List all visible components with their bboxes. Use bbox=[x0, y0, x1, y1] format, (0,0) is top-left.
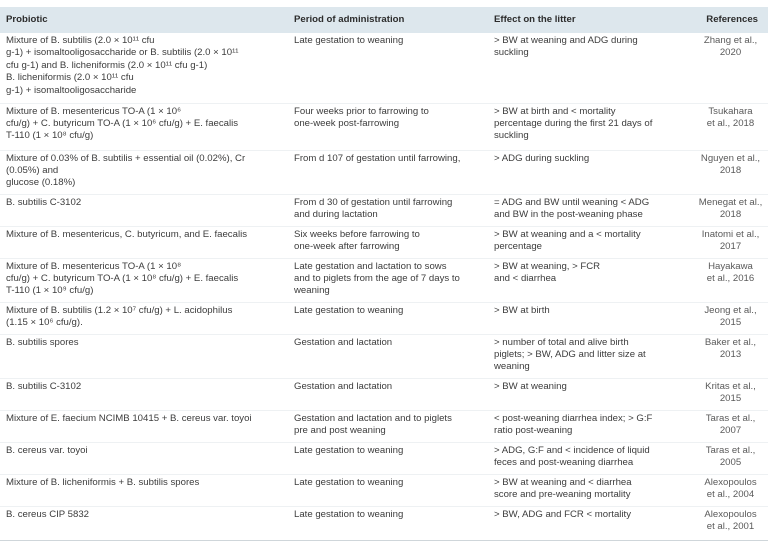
cell-probiotic: Mixture of B. mesentericus TO-A (1 × 10⁸ cfu/g) + C. butyricum TO-A (1 × 10⁸ cfu/g) + E. faecalis T-110 (1 × 10⁹ cfu/g) bbox=[6, 260, 239, 297]
cell-period: Late gestation to weaning bbox=[294, 304, 404, 316]
table-row bbox=[0, 506, 768, 540]
cell-probiotic: B. cereus var. toyoi bbox=[6, 444, 88, 456]
cell-reference: Menegat et al., 2018 bbox=[698, 196, 763, 220]
table-row bbox=[0, 150, 768, 194]
table-row bbox=[0, 258, 768, 302]
cell-probiotic: B. subtilis spores bbox=[6, 336, 79, 348]
cell-reference: Taras et al., 2007 bbox=[705, 412, 756, 436]
table-row bbox=[0, 378, 768, 410]
header-period: Period of administration bbox=[294, 13, 405, 25]
cell-effect: > BW at birth and < mortality percentage during the first 21 days of suckling bbox=[494, 105, 653, 142]
cell-effect: > BW at weaning and ADG during suckling bbox=[494, 35, 638, 59]
table-header bbox=[0, 7, 768, 33]
table-row bbox=[0, 334, 768, 378]
cell-period: Late gestation to weaning bbox=[294, 508, 404, 520]
cell-reference: Hayakawa et al., 2016 bbox=[706, 260, 755, 284]
header-effect: Effect on the litter bbox=[494, 13, 576, 25]
cell-reference: Taras et al., 2005 bbox=[705, 444, 756, 468]
table-row bbox=[0, 33, 768, 103]
cell-reference: Zhang et al., 2020 bbox=[703, 35, 758, 59]
cell-probiotic: Mixture of B. subtilis (2.0 × 10¹¹ cfu g-1) + isomaltooligosaccharide or B. subtilis (2.0 × 10¹¹ cfu g-1) and B. licheniformis (2.0 × 10¹¹ cfu g-1) B. licheniformis (2.0 × 10¹¹ cfu g-1) + isomaltooligosaccharide bbox=[6, 35, 239, 96]
cell-reference: Nguyen et al., 2018 bbox=[700, 152, 761, 176]
cell-effect: > BW at weaning and < diarrhea score and pre-weaning mortality bbox=[494, 476, 632, 500]
cell-reference: Alexopoulos et al., 2001 bbox=[704, 508, 757, 532]
table-row bbox=[0, 226, 768, 258]
header-row bbox=[0, 7, 768, 33]
header-references: References bbox=[706, 13, 758, 25]
cell-period: Gestation and lactation bbox=[294, 380, 393, 392]
cell-probiotic: Mixture of B. mesentericus TO-A (1 × 10⁶ cfu/g) + C. butyricum TO-A (1 × 10⁶ cfu/g) + E. faecalis T-110 (1 × 10⁸ cfu/g) bbox=[6, 105, 239, 142]
cell-probiotic: Mixture of B. licheniformis + B. subtilis spores bbox=[6, 476, 200, 488]
cell-effect: > ADG during suckling bbox=[494, 152, 590, 164]
table-row bbox=[0, 194, 768, 226]
cell-period: Gestation and lactation and to piglets pre and post weaning bbox=[294, 412, 452, 436]
cell-period: Late gestation to weaning bbox=[294, 35, 404, 46]
cell-effect: > ADG, G:F and < incidence of liquid feces and post-weaning diarrhea bbox=[494, 444, 650, 468]
table-row bbox=[0, 103, 768, 150]
cell-period: Late gestation to weaning bbox=[294, 444, 404, 456]
cell-reference: Kritas et al., 2015 bbox=[705, 380, 756, 404]
cell-probiotic: Mixture of B. mesentericus, C. butyricum, and E. faecalis bbox=[6, 228, 248, 240]
cell-effect: = ADG and BW until weaning < ADG and BW in the post-weaning phase bbox=[494, 196, 650, 220]
cell-reference: Tsukahara et al., 2018 bbox=[706, 105, 755, 129]
table-body bbox=[0, 33, 768, 540]
cell-reference: Alexopoulos et al., 2004 bbox=[704, 476, 757, 500]
cell-period: From d 30 of gestation until farrowing and during lactation bbox=[294, 196, 453, 220]
cell-effect: > BW at weaning and a < mortality percentage bbox=[494, 228, 641, 252]
table-row bbox=[0, 474, 768, 506]
cell-effect: > BW at weaning, > FCR and < diarrhea bbox=[494, 260, 601, 284]
cell-effect: < post-weaning diarrhea index; > G:F ratio post-weaning bbox=[494, 412, 653, 436]
cell-probiotic: Mixture of 0.03% of B. subtilis + essential oil (0.02%), Cr (0.05%) and glucose (0.18%) bbox=[6, 152, 246, 189]
cell-probiotic: B. cereus CIP 5832 bbox=[6, 508, 90, 520]
cell-period: Late gestation and lactation to sows and to piglets from the age of 7 days to weaning bbox=[294, 260, 460, 297]
cell-effect: > BW, ADG and FCR < mortality bbox=[494, 508, 632, 520]
cell-period: Late gestation to weaning bbox=[294, 476, 404, 488]
table-row bbox=[0, 302, 768, 334]
cell-reference: Jeong et al., 2015 bbox=[704, 304, 757, 328]
cell-reference: Baker et al., 2013 bbox=[704, 336, 757, 360]
cell-period: From d 107 of gestation until farrowing, bbox=[294, 152, 461, 164]
cell-period: Six weeks before farrowing to one-week after farrowing bbox=[294, 228, 420, 252]
cell-period: Four weeks prior to farrowing to one-week post-farrowing bbox=[294, 105, 429, 129]
header-probiotic: Probiotic bbox=[6, 13, 48, 25]
cell-probiotic: Mixture of E. faecium NCIMB 10415 + B. cereus var. toyoi bbox=[6, 412, 252, 424]
cell-probiotic: B. subtilis C-3102 bbox=[6, 196, 82, 208]
probiotic-table bbox=[0, 7, 768, 541]
cell-effect: > BW at weaning bbox=[494, 380, 567, 392]
cell-reference: Inatomi et al., 2017 bbox=[701, 228, 760, 252]
cell-period: Gestation and lactation bbox=[294, 336, 393, 348]
cell-probiotic: Mixture of B. subtilis (1.2 × 10⁷ cfu/g) + L. acidophilus (1.15 × 10⁶ cfu/g). bbox=[6, 304, 233, 328]
table-row bbox=[0, 410, 768, 442]
table-row bbox=[0, 442, 768, 474]
cell-effect: > number of total and alive birth piglets; > BW, ADG and litter size at weaning bbox=[494, 336, 646, 373]
cell-probiotic: B. subtilis C-3102 bbox=[6, 380, 82, 392]
cell-effect: > BW at birth bbox=[494, 304, 550, 316]
